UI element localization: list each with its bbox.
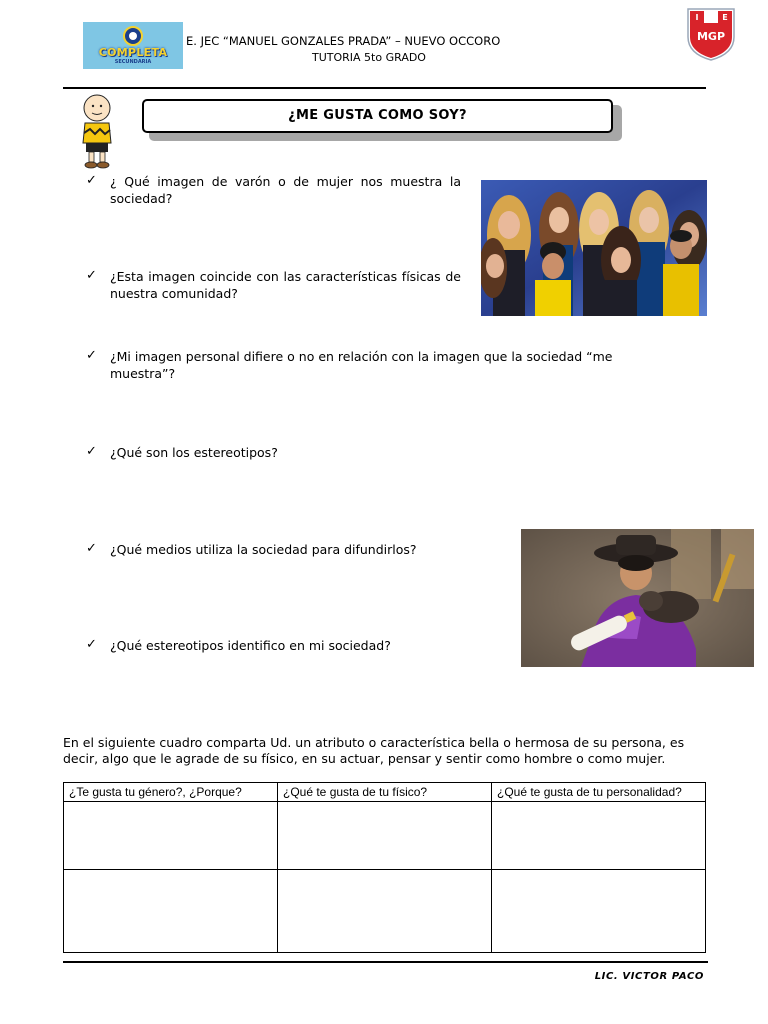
school-name: E. JEC “MANUEL GONZALES PRADA” – NUEVO OCCORO — [186, 34, 501, 48]
table-header-personality: ¿Qué te gusta de tu personalidad? — [492, 783, 706, 802]
school-program-logo — [83, 22, 183, 69]
question-6: ¿Qué estereotipos identifico en mi sociedad? — [110, 638, 391, 653]
question-3: ¿Mi imagen personal difiere o no en relación con la imagen que la sociedad “me muestra”? — [110, 349, 613, 381]
andean-child-photo — [521, 529, 754, 667]
shield-letter-e: E — [722, 13, 728, 22]
table-cell[interactable] — [278, 870, 492, 953]
page-title: ¿ME GUSTA COMO SOY? — [142, 99, 613, 133]
attributes-table — [63, 782, 706, 953]
header-divider — [63, 87, 706, 89]
shield-label: MGP — [696, 30, 726, 43]
table-cell[interactable] — [64, 802, 278, 870]
table-cell[interactable] — [278, 802, 492, 870]
check-icon: ✓ — [86, 444, 97, 459]
question-5: ¿Qué medios utiliza la sociedad para difundirlos? — [110, 542, 417, 557]
mgp-shield-icon — [686, 7, 736, 61]
question-2: ¿Esta imagen coincide con las características físicas de nuestra comunidad? — [110, 269, 461, 301]
table-header-physical: ¿Qué te gusta de tu físico? — [278, 783, 492, 802]
table-instructions: En el siguiente cuadro comparta Ud. un atributo o característica bella o hermosa de su persona, es decir, algo que le agrade de su físico, en su actuar, pensar y sentir como hombre o como mujer. — [63, 735, 685, 766]
author-signature: LIC. VICTOR PACO — [594, 971, 704, 982]
table-cell[interactable] — [64, 870, 278, 953]
media-stereotype-photo — [481, 180, 707, 316]
question-1: ¿ Qué imagen de varón o de mujer nos muestra la sociedad? — [110, 174, 461, 206]
check-icon: ✓ — [86, 637, 97, 652]
footer-divider — [63, 961, 708, 963]
check-icon: ✓ — [86, 348, 97, 363]
shield-letter-i: I — [695, 13, 699, 22]
table-cell[interactable] — [492, 870, 706, 953]
check-icon: ✓ — [86, 541, 97, 556]
logo-word: COMPLETA — [98, 46, 168, 59]
grade-subtitle: TUTORIA 5to GRADO — [312, 51, 426, 64]
question-4: ¿Qué son los estereotipos? — [110, 445, 278, 460]
check-icon: ✓ — [86, 268, 97, 283]
clock-icon — [123, 26, 143, 46]
table-header-gender: ¿Te gusta tu género?, ¿Porque? — [64, 783, 278, 802]
logo-subtitle: SECUNDARIA — [114, 59, 152, 65]
table-cell[interactable] — [492, 802, 706, 870]
check-icon: ✓ — [86, 173, 97, 188]
charlie-brown-illustration — [78, 93, 116, 169]
